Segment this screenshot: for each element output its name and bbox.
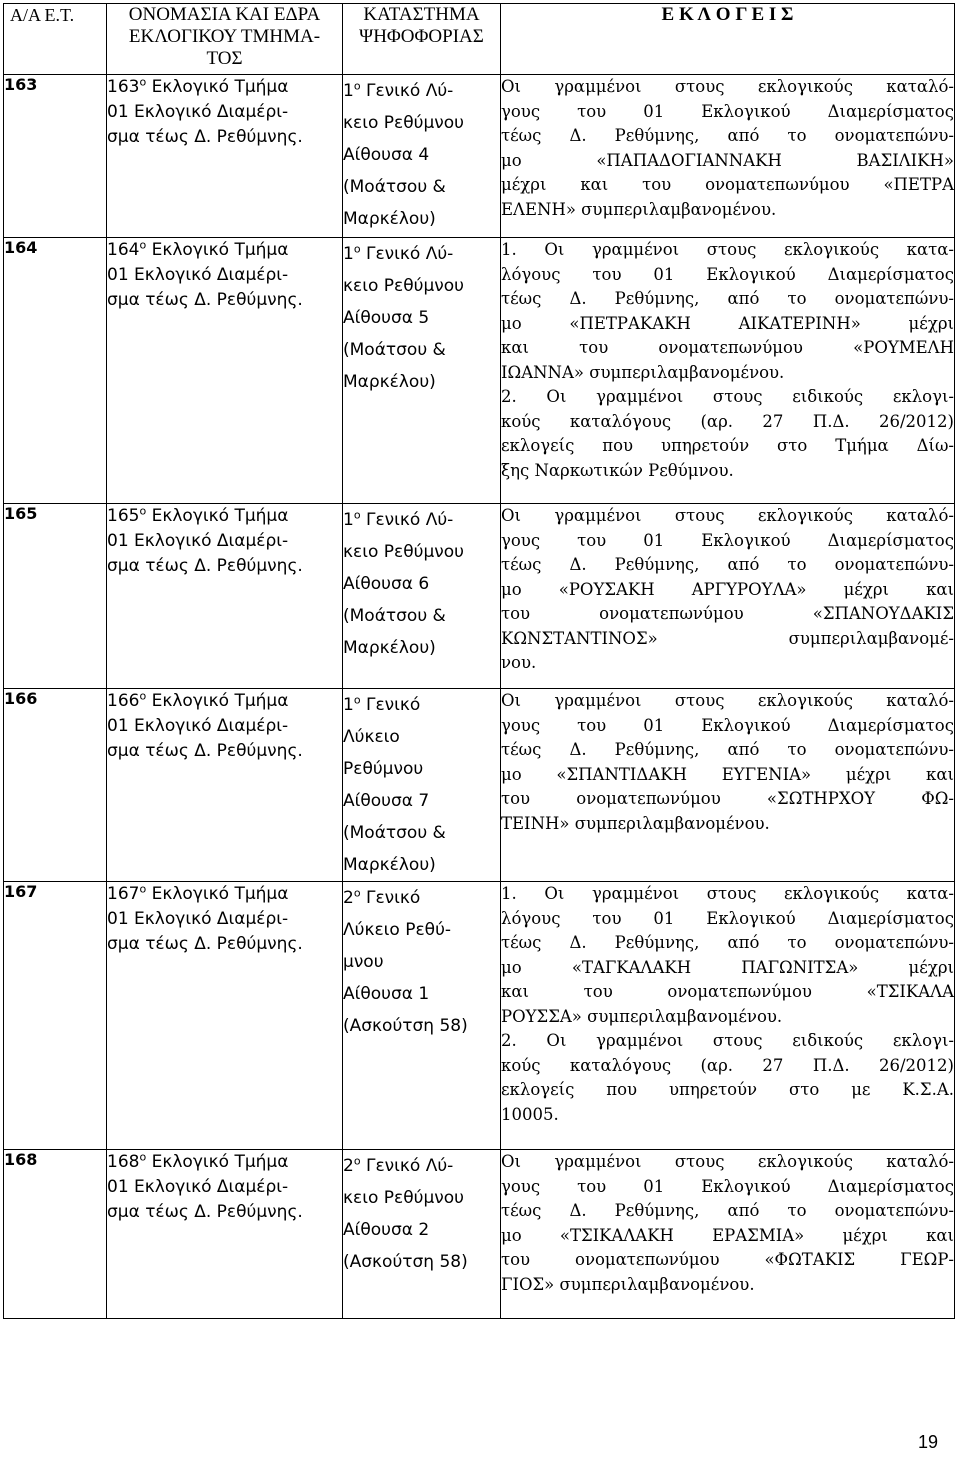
table-row <box>4 882 955 1150</box>
election-line: τέως Δ. Ρεθύμνης, από το ονοματεπώνυ- <box>501 1201 954 1220</box>
election-line: τέως Δ. Ρεθύμνης, από το ονοματεπώνυ- <box>501 555 954 574</box>
election-line: Οι γραμμένοι στους εκλογικούς καταλό- <box>501 77 954 96</box>
place-text: Αίθουσα 2 <box>343 1220 430 1240</box>
election-line: 1. Οι γραμμένοι στους εκλογικούς κατα- <box>501 240 954 259</box>
election-line: εκλογείς που υπηρετούν στο με Κ.Σ.Α. <box>501 1080 954 1099</box>
header-row <box>4 4 955 75</box>
name-number: 167 <box>107 884 140 904</box>
place-line <box>343 689 500 721</box>
election-paragraph <box>501 504 954 676</box>
place-line <box>343 139 500 171</box>
election-line: του ονοματεπωνύμου «ΣΩΤΗΡΧΟΥ ΦΩ- <box>501 789 954 808</box>
election-line: 10005. <box>501 1104 559 1124</box>
place-text: Ρεθύμνου <box>343 759 424 779</box>
row-elections <box>501 882 955 1150</box>
row-elections <box>501 1150 955 1319</box>
place-line <box>343 366 500 398</box>
place-text: Γενικό <box>360 888 421 908</box>
name-line: 01 Εκλογικό Διαμέρι- <box>107 1177 289 1197</box>
place-text: Αίθουσα 6 <box>343 574 430 594</box>
election-line: Οι γραμμένοι στους εκλογικούς καταλό- <box>501 1152 954 1171</box>
name-text: Εκλογικό Τμήμα <box>146 77 289 97</box>
election-line: τέως Δ. Ρεθύμνης, από το ονοματεπώνυ- <box>501 126 954 145</box>
place-text: Μαρκέλου) <box>343 372 436 392</box>
name-line <box>107 882 342 907</box>
place-ordinal: ο <box>353 886 361 900</box>
place-number: 1 <box>343 510 354 530</box>
election-line: Οι γραμμένοι στους εκλογικούς καταλό- <box>501 691 954 710</box>
name-text: Εκλογικό Τμήμα <box>146 1152 289 1172</box>
election-line: μέχρι και του ονοματεπωνύμου «ΠΕΤΡΑ <box>501 175 954 194</box>
place-line <box>343 238 500 270</box>
election-line: τέως Δ. Ρεθύμνης, από το ονοματεπώνυ- <box>501 933 954 952</box>
place-line <box>343 817 500 849</box>
place-line <box>343 914 500 946</box>
place-line <box>343 946 500 978</box>
table-row <box>4 238 955 504</box>
election-paragraph <box>501 385 954 483</box>
table-row <box>4 504 955 689</box>
row-aa: 165 <box>4 504 107 689</box>
polling-table <box>3 3 955 1319</box>
place-line <box>343 203 500 235</box>
place-text: Μαρκέλου) <box>343 855 436 875</box>
place-text: Αίθουσα 5 <box>343 308 430 328</box>
place-text: (Μοάτσου & <box>343 340 446 360</box>
name-number: 164 <box>107 240 140 260</box>
name-text: Εκλογικό Τμήμα <box>146 240 289 260</box>
election-paragraph <box>501 882 954 1029</box>
election-line: γους του 01 Εκλογικού Διαμερίσματος <box>501 530 954 550</box>
election-line: εκλογείς που υπηρετούν στο Τμήμα Δίω- <box>501 436 954 455</box>
place-text: Γενικό Λύ- <box>360 510 454 530</box>
row-elections <box>501 504 955 689</box>
name-ordinal: ο <box>139 882 147 896</box>
place-line <box>343 600 500 632</box>
place-ordinal: ο <box>353 79 361 93</box>
place-text: Αίθουσα 1 <box>343 984 430 1004</box>
election-line: του ονοματεπωνύμου «ΦΩΤΑΚΙΣ ΓΕΩΡ- <box>501 1250 954 1269</box>
header-place-line: ΨΗΦΟΦΟΡΙΑΣ <box>359 26 484 47</box>
header-place <box>343 4 501 75</box>
election-line: τέως Δ. Ρεθύμνης, από το ονοματεπώνυ- <box>501 289 954 308</box>
election-line: τέως Δ. Ρεθύμνης, από το ονοματεπώνυ- <box>501 740 954 759</box>
election-line: λόγους του 01 Εκλογικού Διαμερίσματος <box>501 908 954 928</box>
place-text: (Ασκούτση 58) <box>343 1016 468 1036</box>
place-line <box>343 1214 500 1246</box>
election-line: μο «ΠΕΤΡΑΚΑΚΗ ΑΙΚΑΤΕΡΙΝΗ» μέχρι <box>501 313 954 333</box>
header-elections: Ε Κ Λ Ο Γ Ε Ι Σ <box>501 4 955 75</box>
election-line: 2. Οι γραμμένοι στους ειδικούς εκλογι- <box>501 387 954 406</box>
place-number: 2 <box>343 888 354 908</box>
name-ordinal: ο <box>139 689 147 703</box>
place-text: (Μοάτσου & <box>343 606 446 626</box>
election-line: μο «ΠΑΠΑΔΟΓΙΑΝΝΑΚΗ ΒΑΣΙΛΙΚΗ» <box>501 150 954 170</box>
name-line: σμα τέως Δ. Ρεθύμνης. <box>107 127 303 147</box>
place-ordinal: ο <box>353 1154 361 1168</box>
place-number: 2 <box>343 1156 354 1176</box>
place-text: κειο Ρεθύμνου <box>343 113 464 133</box>
name-line: σμα τέως Δ. Ρεθύμνης. <box>107 1202 303 1222</box>
place-text: κειο Ρεθύμνου <box>343 276 464 296</box>
name-line: σμα τέως Δ. Ρεθύμνης. <box>107 741 303 761</box>
election-paragraph <box>501 75 954 222</box>
place-line <box>343 334 500 366</box>
row-name <box>107 75 343 238</box>
name-line: 01 Εκλογικό Διαμέρι- <box>107 909 289 929</box>
election-line: ΡΟΥΣΣΑ» συμπεριλαμβανομένου. <box>501 1006 783 1026</box>
place-number: 1 <box>343 244 354 264</box>
election-line: μο «ΤΑΓΚΑΛΑΚΗ ΠΑΓΩΝΙΤΣΑ» μέχρι <box>501 957 954 977</box>
row-elections <box>501 238 955 504</box>
place-line <box>343 302 500 334</box>
table-row <box>4 1150 955 1319</box>
row-name <box>107 1150 343 1319</box>
row-place <box>343 1150 501 1319</box>
name-number: 163 <box>107 77 140 97</box>
election-line: νου. <box>501 653 537 672</box>
row-aa: 167 <box>4 882 107 1150</box>
place-ordinal: ο <box>353 693 361 707</box>
page-number: 19 <box>918 1432 939 1452</box>
election-line: ΙΩΑΝΝΑ» συμπεριλαμβανομένου. <box>501 362 785 382</box>
place-text: (Ασκούτση 58) <box>343 1252 468 1272</box>
election-line: 2. Οι γραμμένοι στους ειδικούς εκλογι- <box>501 1031 954 1050</box>
name-number: 166 <box>107 691 140 711</box>
name-line: 01 Εκλογικό Διαμέρι- <box>107 102 289 122</box>
name-number: 168 <box>107 1152 140 1172</box>
header-name-line: ΟΝΟΜΑΣΙΑ ΚΑΙ ΕΔΡΑ <box>128 4 321 25</box>
place-line <box>343 753 500 785</box>
place-text: κειο Ρεθύμνου <box>343 1188 464 1208</box>
row-aa: 166 <box>4 689 107 882</box>
election-paragraph <box>501 238 954 385</box>
election-line: ξης Ναρκωτικών Ρεθύμνου. <box>501 460 734 480</box>
row-aa: 163 <box>4 75 107 238</box>
election-line: γους του 01 Εκλογικού Διαμερίσματος <box>501 101 954 121</box>
name-line: 01 Εκλογικό Διαμέρι- <box>107 531 289 551</box>
name-line: σμα τέως Δ. Ρεθύμνης. <box>107 290 303 310</box>
name-ordinal: ο <box>139 238 147 252</box>
name-ordinal: ο <box>139 1150 147 1164</box>
election-line: ΚΩΝΣΤΑΝΤΙΝΟΣ» συμπεριλαμβανομέ- <box>501 628 954 648</box>
place-text: Γενικό Λύ- <box>360 244 454 264</box>
place-line <box>343 882 500 914</box>
row-aa: 164 <box>4 238 107 504</box>
header-name <box>107 4 343 75</box>
place-line <box>343 1246 500 1278</box>
row-place <box>343 504 501 689</box>
name-line: 01 Εκλογικό Διαμέρι- <box>107 716 289 736</box>
table-row <box>4 689 955 882</box>
row-aa: 168 <box>4 1150 107 1319</box>
place-text: Μαρκέλου) <box>343 209 436 229</box>
place-text: Λύκειο Ρεθύ- <box>343 920 452 940</box>
name-line: 01 Εκλογικό Διαμέρι- <box>107 265 289 285</box>
header-place-line: ΚΑΤΑΣΤΗΜΑ <box>363 4 480 25</box>
place-text: κειο Ρεθύμνου <box>343 542 464 562</box>
place-line <box>343 568 500 600</box>
place-text: Γενικό Λύ- <box>360 81 454 101</box>
election-line: ΤΕΙΝΗ» συμπεριλαμβανομένου. <box>501 813 770 833</box>
row-name <box>107 504 343 689</box>
name-number: 165 <box>107 506 140 526</box>
place-text: Αίθουσα 7 <box>343 791 430 811</box>
election-line: μο «ΣΠΑΝΤΙΔΑΚΗ ΕΥΓΕΝΙΑ» μέχρι και <box>501 764 954 784</box>
place-line <box>343 1010 500 1042</box>
place-line <box>343 721 500 753</box>
election-line: κούς καταλόγους (αρ. 27 Π.Δ. 26/2012) <box>501 1055 954 1075</box>
place-text: Μαρκέλου) <box>343 638 436 658</box>
table-row <box>4 75 955 238</box>
place-line <box>343 978 500 1010</box>
election-paragraph <box>501 689 954 836</box>
place-text: Αίθουσα 4 <box>343 145 430 165</box>
row-place <box>343 238 501 504</box>
place-text: Γενικό <box>360 695 421 715</box>
row-name <box>107 689 343 882</box>
election-line: κούς καταλόγους (αρ. 27 Π.Δ. 26/2012) <box>501 411 954 431</box>
name-line <box>107 689 342 714</box>
name-line <box>107 1150 342 1175</box>
place-text: Γενικό Λύ- <box>360 1156 454 1176</box>
election-line: μο «ΡΟΥΣΑΚΗ ΑΡΓΥΡΟΥΛΑ» μέχρι και <box>501 579 954 599</box>
election-line: μο «ΤΣΙΚΑΛΑΚΗ ΕΡΑΣΜΙΑ» μέχρι και <box>501 1225 954 1245</box>
row-elections <box>501 75 955 238</box>
row-name <box>107 238 343 504</box>
election-line: και του ονοματεπωνύμου «ΡΟΥΜΕΛΗ <box>501 338 954 357</box>
row-place <box>343 75 501 238</box>
election-line: και του ονοματεπωνύμου «ΤΣΙΚΑΛΑ <box>501 982 954 1001</box>
place-line <box>343 1182 500 1214</box>
place-text: (Μοάτσου & <box>343 823 446 843</box>
row-name <box>107 882 343 1150</box>
place-line <box>343 785 500 817</box>
row-elections <box>501 689 955 882</box>
name-line <box>107 75 342 100</box>
place-line <box>343 107 500 139</box>
election-paragraph <box>501 1029 954 1127</box>
place-ordinal: ο <box>353 508 361 522</box>
place-line <box>343 632 500 664</box>
place-number: 1 <box>343 81 354 101</box>
header-name-line: ΕΚΛΟΓΙΚΟΥ ΤΜΗΜΑ- <box>128 26 321 47</box>
name-line: σμα τέως Δ. Ρεθύμνης. <box>107 556 303 576</box>
name-ordinal: ο <box>139 504 147 518</box>
name-line: σμα τέως Δ. Ρεθύμνης. <box>107 934 303 954</box>
name-text: Εκλογικό Τμήμα <box>146 884 289 904</box>
election-line: λόγους του 01 Εκλογικού Διαμερίσματος <box>501 264 954 284</box>
header-name-line: ΤΟΣ <box>206 48 243 69</box>
election-line: γους του 01 Εκλογικού Διαμερίσματος <box>501 1176 954 1196</box>
name-text: Εκλογικό Τμήμα <box>146 691 289 711</box>
place-line <box>343 270 500 302</box>
place-number: 1 <box>343 695 354 715</box>
place-text: (Μοάτσου & <box>343 177 446 197</box>
place-line <box>343 1150 500 1182</box>
name-line <box>107 504 342 529</box>
row-place <box>343 882 501 1150</box>
place-ordinal: ο <box>353 242 361 256</box>
election-line: ΓΙΟΣ» συμπεριλαμβανομένου. <box>501 1274 755 1294</box>
election-line: Οι γραμμένοι στους εκλογικούς καταλό- <box>501 506 954 525</box>
place-text: μνου <box>343 952 384 972</box>
place-line <box>343 75 500 107</box>
name-text: Εκλογικό Τμήμα <box>146 506 289 526</box>
row-place <box>343 689 501 882</box>
election-line: γους του 01 Εκλογικού Διαμερίσματος <box>501 715 954 735</box>
place-text: Λύκειο <box>343 727 400 747</box>
election-line: ΕΛΕΝΗ» συμπεριλαμβανομένου. <box>501 199 777 219</box>
place-line <box>343 171 500 203</box>
place-line <box>343 536 500 568</box>
place-line <box>343 849 500 881</box>
election-line: 1. Οι γραμμένοι στους εκλογικούς κατα- <box>501 884 954 903</box>
name-ordinal: ο <box>139 75 147 89</box>
place-line <box>343 504 500 536</box>
election-paragraph <box>501 1150 954 1297</box>
election-line: του ονοματεπωνύμου «ΣΠΑΝΟΥΔΑΚΙΣ <box>501 604 954 623</box>
header-aa: Α/Α Ε.Τ. <box>4 4 107 75</box>
name-line <box>107 238 342 263</box>
